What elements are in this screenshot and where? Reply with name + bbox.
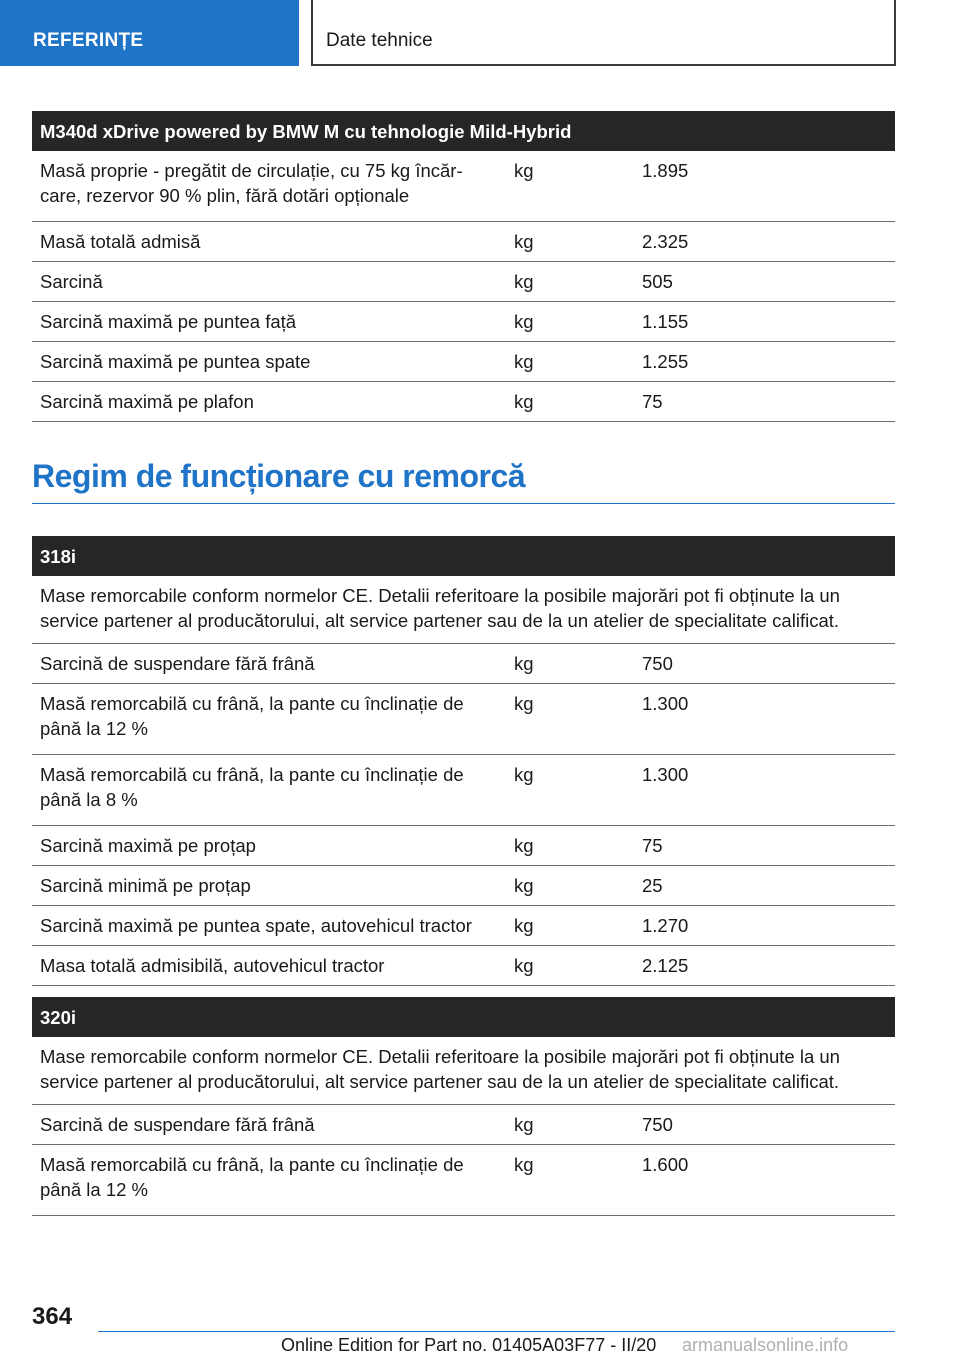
row-value: 2.325 — [633, 222, 895, 262]
footer-edition: Online Edition for Part no. 01405A03F77 - II/20 — [281, 1335, 657, 1355]
spec-table-320i — [32, 997, 895, 1216]
spec-table-318i — [32, 536, 895, 986]
row-unit: kg — [505, 302, 633, 342]
row-unit: kg — [505, 684, 633, 755]
table-row — [32, 1145, 895, 1216]
row-label: Masă remorcabilă cu frână, la pante cu înclinație de până la 12 % — [32, 1145, 505, 1216]
table-title: 320i — [32, 997, 895, 1037]
row-unit: kg — [505, 151, 633, 222]
row-label: Sarcină minimă pe proțap — [32, 866, 505, 906]
spec-table-m340d — [32, 111, 895, 422]
row-label: Sarcină — [32, 262, 505, 302]
table-title: 318i — [32, 536, 895, 576]
header-section-tab — [0, 0, 299, 66]
row-label: Masă remorcabilă cu frână, la pante cu înclinație de până la 12 % — [32, 684, 505, 755]
row-value: 75 — [633, 826, 895, 866]
row-label: Sarcină maximă pe puntea spate — [32, 342, 505, 382]
header-chapter-label: Date tehnice — [326, 30, 433, 51]
row-value: 1.270 — [633, 906, 895, 946]
table-row — [32, 1105, 895, 1145]
table-row — [32, 755, 895, 826]
table-row — [32, 946, 895, 986]
row-label: Masă totală admisă — [32, 222, 505, 262]
row-value: 750 — [633, 1105, 895, 1145]
table-row — [32, 906, 895, 946]
table-row — [32, 684, 895, 755]
row-unit: kg — [505, 382, 633, 422]
row-value: 750 — [633, 644, 895, 684]
table-row — [32, 342, 895, 382]
row-unit: kg — [505, 946, 633, 986]
row-label: Masă proprie - pregătit de circulație, cu 75 kg încăr-care, rezervor 90 % plin, fără dotări opționale — [32, 151, 505, 222]
row-unit: kg — [505, 262, 633, 302]
row-label: Sarcină de suspendare fără frână — [32, 644, 505, 684]
table-row — [32, 866, 895, 906]
row-value: 1.600 — [633, 1145, 895, 1216]
row-unit: kg — [505, 1105, 633, 1145]
row-unit: kg — [505, 222, 633, 262]
row-unit: kg — [505, 1145, 633, 1216]
table-row — [32, 262, 895, 302]
table-row — [32, 644, 895, 684]
row-label: Sarcină maximă pe puntea față — [32, 302, 505, 342]
row-value: 75 — [633, 382, 895, 422]
table-row — [32, 222, 895, 262]
table-row — [32, 382, 895, 422]
table-description: Mase remorcabile conform normelor CE. Detalii referitoare la posibile majorări pot fi obținute la un service partener al producătorului, alt service partener sau de la un atelier de specialitate calificat. — [32, 1037, 895, 1105]
row-label: Sarcină de suspendare fără frână — [32, 1105, 505, 1145]
table-description: Mase remorcabile conform normelor CE. Detalii referitoare la posibile majorări pot fi obținute la un service partener al producătorului, alt service partener sau de la un atelier de specialitate calificat. — [32, 576, 895, 644]
row-value: 25 — [633, 866, 895, 906]
header-section-label: REFERINȚE — [33, 30, 144, 51]
row-value: 1.255 — [633, 342, 895, 382]
row-unit: kg — [505, 866, 633, 906]
row-unit: kg — [505, 826, 633, 866]
row-value: 505 — [633, 262, 895, 302]
watermark: armanualsonline.info — [682, 1335, 849, 1355]
table-row — [32, 826, 895, 866]
table-description-row — [32, 1037, 895, 1105]
row-unit: kg — [505, 342, 633, 382]
table-description-row — [32, 576, 895, 644]
row-value: 1.895 — [633, 151, 895, 222]
row-unit: kg — [505, 644, 633, 684]
row-label: Sarcină maximă pe plafon — [32, 382, 505, 422]
footer-divider — [98, 1331, 895, 1332]
row-value: 2.125 — [633, 946, 895, 986]
row-label: Sarcină maximă pe proțap — [32, 826, 505, 866]
table-title: M340d xDrive powered by BMW M cu tehnologie Mild-Hybrid — [32, 111, 895, 151]
row-label: Masa totală admisibilă, autovehicul tractor — [32, 946, 505, 986]
row-value: 1.155 — [633, 302, 895, 342]
row-unit: kg — [505, 755, 633, 826]
row-unit: kg — [505, 906, 633, 946]
row-value: 1.300 — [633, 755, 895, 826]
header-chapter-box — [311, 0, 896, 66]
row-value: 1.300 — [633, 684, 895, 755]
table-row — [32, 151, 895, 222]
section-title: Regim de funcționare cu remorcă — [32, 458, 895, 504]
row-label: Masă remorcabilă cu frână, la pante cu înclinație de până la 8 % — [32, 755, 505, 826]
page-number: 364 — [32, 1303, 73, 1330]
table-row — [32, 302, 895, 342]
row-label: Sarcină maximă pe puntea spate, autovehicul tractor — [32, 906, 505, 946]
